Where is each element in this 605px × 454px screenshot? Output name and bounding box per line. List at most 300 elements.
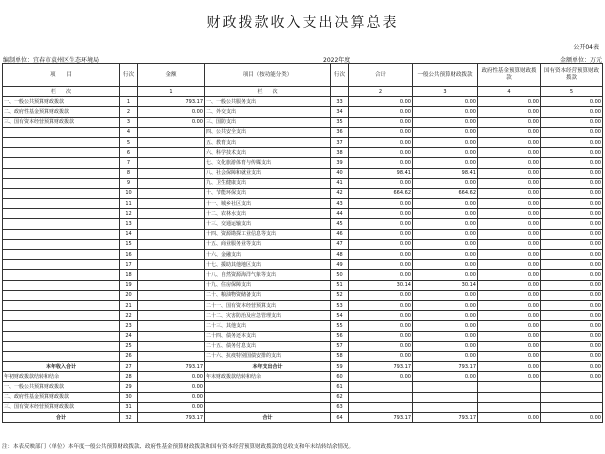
cell-line-2: 49 (331, 260, 349, 270)
col-index-label: 栏 次 (3, 87, 120, 97)
cell-total: 0.00 (349, 178, 413, 188)
table-row (3, 321, 603, 331)
cell-functional-item: 二、外交支出 (205, 107, 331, 117)
table-row (3, 413, 603, 423)
cell-state-capital: 0.00 (541, 107, 603, 117)
cell-line-2: 51 (331, 280, 349, 290)
table-note: 注：本表反映部门（单位）本年度一般公共预算财政拨款、政府性基金预算财政拨款和国有资本经营预算财政拨款的总收支和年末结转结余情况。 (2, 444, 355, 450)
cell-functional-item: 九、卫生健康支出 (205, 178, 331, 188)
cell-state-capital: 0.00 (541, 127, 603, 137)
cell-total: 0.00 (349, 229, 413, 239)
cell-line-2: 52 (331, 290, 349, 300)
cell-functional-item: 十七、援助其他地区支出 (205, 260, 331, 270)
cell-line-2: 59 (331, 362, 349, 372)
cell-general-budget (413, 402, 478, 412)
cell-gov-fund: 0.00 (478, 168, 541, 178)
cell-amount (138, 239, 205, 249)
cell-line-2: 38 (331, 148, 349, 158)
cell-item (3, 270, 120, 280)
cell-item (3, 250, 120, 260)
cell-line-2: 63 (331, 402, 349, 412)
cell-amount: 0.00 (138, 117, 205, 127)
col-header-line-2: 行次 (331, 64, 349, 87)
cell-state-capital: 0.00 (541, 209, 603, 219)
cell-amount (138, 290, 205, 300)
col-header-gov-fund: 政府性基金预算财政拨款 (478, 64, 541, 87)
col-index-2: 2 (349, 87, 413, 97)
cell-gov-fund: 0.00 (478, 178, 541, 188)
cell-line-2: 60 (331, 372, 349, 382)
cell-general-budget: 0.00 (413, 127, 478, 137)
cell-amount (138, 188, 205, 198)
cell-state-capital: 0.00 (541, 311, 603, 321)
cell-gov-fund: 0.00 (478, 311, 541, 321)
cell-item: 本年收入合计 (3, 362, 120, 372)
cell-item (3, 229, 120, 239)
cell-line: 29 (120, 382, 138, 392)
cell-amount (138, 148, 205, 158)
cell-state-capital: 0.00 (541, 290, 603, 300)
cell-amount (138, 321, 205, 331)
table-row (3, 137, 603, 147)
cell-total: 0.00 (349, 117, 413, 127)
cell-item (3, 158, 120, 168)
col-index-blank-2 (331, 87, 349, 97)
cell-state-capital (541, 402, 603, 412)
cell-general-budget: 0.00 (413, 209, 478, 219)
cell-general-budget: 0.00 (413, 148, 478, 158)
cell-gov-fund: 0.00 (478, 229, 541, 239)
column-index-row (3, 87, 603, 97)
cell-item: 三、国有资本经营预算财政拨款 (3, 117, 120, 127)
cell-functional-item: 十、节能环保支出 (205, 188, 331, 198)
final-accounts-table (2, 63, 603, 423)
cell-item (3, 341, 120, 351)
header-row (3, 64, 603, 87)
cell-general-budget: 0.00 (413, 117, 478, 127)
cell-gov-fund: 0.00 (478, 209, 541, 219)
col-header-item: 项 目 (3, 64, 120, 87)
cell-amount: 0.00 (138, 382, 205, 392)
cell-amount (138, 270, 205, 280)
cell-total (349, 392, 413, 402)
cell-gov-fund: 0.00 (478, 331, 541, 341)
cell-total: 0.00 (349, 209, 413, 219)
cell-line: 17 (120, 260, 138, 270)
cell-line-2: 61 (331, 382, 349, 392)
cell-general-budget: 0.00 (413, 219, 478, 229)
cell-functional-item: 十五、商业服务业等支出 (205, 239, 331, 249)
cell-functional-item: 年末财政拨款结转和结余 (205, 372, 331, 382)
cell-line-2: 43 (331, 199, 349, 209)
cell-line-2: 50 (331, 270, 349, 280)
cell-general-budget: 0.00 (413, 270, 478, 280)
cell-functional-item: 五、教育支出 (205, 137, 331, 147)
table-row (3, 402, 603, 412)
cell-amount (138, 260, 205, 270)
table-row (3, 229, 603, 239)
cell-line-2: 39 (331, 158, 349, 168)
cell-general-budget: 793.17 (413, 362, 478, 372)
cell-general-budget: 0.00 (413, 199, 478, 209)
cell-line: 22 (120, 311, 138, 321)
cell-state-capital: 0.00 (541, 117, 603, 127)
cell-state-capital: 0.00 (541, 199, 603, 209)
cell-functional-item (205, 392, 331, 402)
report-info-bar (3, 53, 602, 63)
cell-amount: 793.17 (138, 97, 205, 107)
cell-line: 15 (120, 239, 138, 249)
cell-line-2: 44 (331, 209, 349, 219)
cell-general-budget: 0.00 (413, 158, 478, 168)
cell-item (3, 219, 120, 229)
cell-state-capital: 0.00 (541, 188, 603, 198)
cell-item (3, 199, 120, 209)
cell-line: 5 (120, 137, 138, 147)
cell-total: 793.17 (349, 362, 413, 372)
fiscal-year: 2022年度 (323, 57, 351, 64)
col-index-1: 1 (138, 87, 205, 97)
table-row (3, 372, 603, 382)
cell-functional-item: 七、文化旅游体育与传媒支出 (205, 158, 331, 168)
cell-general-budget (413, 382, 478, 392)
cell-functional-item: 二十、粮油物资储备支出 (205, 290, 331, 300)
cell-line: 30 (120, 392, 138, 402)
cell-line-2: 56 (331, 331, 349, 341)
cell-amount (138, 209, 205, 219)
cell-item (3, 351, 120, 361)
cell-total: 98.41 (349, 168, 413, 178)
table-row (3, 280, 603, 290)
cell-amount (138, 158, 205, 168)
cell-line-2: 45 (331, 219, 349, 229)
money-unit: 金额单位：万元 (559, 57, 602, 64)
cell-functional-item (205, 402, 331, 412)
table-row (3, 239, 603, 249)
cell-line-2: 53 (331, 300, 349, 310)
cell-state-capital (541, 382, 603, 392)
cell-state-capital: 0.00 (541, 270, 603, 280)
cell-state-capital: 0.00 (541, 148, 603, 158)
cell-item: 年初财政拨款结转和结余 (3, 372, 120, 382)
cell-total: 0.00 (349, 351, 413, 361)
cell-total: 0.00 (349, 300, 413, 310)
table-row (3, 392, 603, 402)
cell-general-budget (413, 392, 478, 402)
cell-functional-item: 十九、住房保障支出 (205, 280, 331, 290)
cell-line: 25 (120, 341, 138, 351)
cell-functional-item: 二十五、债务付息支出 (205, 341, 331, 351)
cell-amount (138, 250, 205, 260)
cell-functional-item: 六、科学技术支出 (205, 148, 331, 158)
cell-total: 0.00 (349, 331, 413, 341)
cell-general-budget: 0.00 (413, 97, 478, 107)
cell-gov-fund: 0.00 (478, 239, 541, 249)
cell-amount (138, 229, 205, 239)
cell-state-capital: 0.00 (541, 351, 603, 361)
cell-line: 12 (120, 209, 138, 219)
cell-item: 三、国有资本经营预算财政拨款 (3, 402, 120, 412)
cell-gov-fund: 0.00 (478, 300, 541, 310)
table-row (3, 260, 603, 270)
cell-item (3, 148, 120, 158)
cell-functional-item: 十四、资源勘探工业信息等支出 (205, 229, 331, 239)
cell-line-2: 37 (331, 137, 349, 147)
cell-functional-item: 三、国防支出 (205, 117, 331, 127)
cell-gov-fund: 0.00 (478, 107, 541, 117)
cell-line-2: 35 (331, 117, 349, 127)
cell-line: 20 (120, 290, 138, 300)
cell-state-capital (541, 392, 603, 402)
cell-total: 0.00 (349, 239, 413, 249)
cell-functional-item: 二十六、抗疫特别国债安排的支出 (205, 351, 331, 361)
cell-amount: 0.00 (138, 107, 205, 117)
cell-state-capital: 0.00 (541, 300, 603, 310)
table-row (3, 219, 603, 229)
cell-amount: 0.00 (138, 402, 205, 412)
cell-functional-item: 十八、自然资源海洋气象等支出 (205, 270, 331, 280)
cell-gov-fund: 0.00 (478, 219, 541, 229)
cell-amount (138, 341, 205, 351)
cell-line: 24 (120, 331, 138, 341)
cell-state-capital: 0.00 (541, 229, 603, 239)
cell-amount (138, 351, 205, 361)
cell-gov-fund (478, 402, 541, 412)
cell-state-capital: 0.00 (541, 137, 603, 147)
cell-gov-fund: 0.00 (478, 148, 541, 158)
report-title: 财政拨款收入支出决算总表 (206, 15, 399, 31)
cell-line: 3 (120, 117, 138, 127)
cell-amount (138, 300, 205, 310)
cell-general-budget: 0.00 (413, 137, 478, 147)
cell-amount (138, 178, 205, 188)
cell-functional-item: 十一、城乡社区支出 (205, 199, 331, 209)
cell-line-2: 47 (331, 239, 349, 249)
col-header-general-budget: 一般公共预算财政拨款 (413, 64, 478, 87)
cell-line: 2 (120, 107, 138, 117)
cell-gov-fund: 0.00 (478, 127, 541, 137)
cell-item (3, 331, 120, 341)
cell-line-2: 41 (331, 178, 349, 188)
cell-item: 一、一般公共预算财政拨款 (3, 382, 120, 392)
cell-functional-item: 二十四、债务还本支出 (205, 331, 331, 341)
cell-state-capital: 0.00 (541, 331, 603, 341)
cell-line: 7 (120, 158, 138, 168)
table-row (3, 382, 603, 392)
table-row (3, 331, 603, 341)
cell-item (3, 280, 120, 290)
cell-item: 一、一般公共预算财政拨款 (3, 97, 120, 107)
cell-gov-fund: 0.00 (478, 321, 541, 331)
cell-general-budget: 0.00 (413, 300, 478, 310)
table-code: 公开04表 (573, 44, 599, 51)
cell-state-capital: 0.00 (541, 158, 603, 168)
cell-line-2: 64 (331, 413, 349, 423)
cell-total: 0.00 (349, 97, 413, 107)
cell-functional-item: 四、公共安全支出 (205, 127, 331, 137)
cell-item (3, 239, 120, 249)
cell-state-capital: 0.00 (541, 178, 603, 188)
cell-item (3, 290, 120, 300)
cell-functional-item: 八、社会保障和就业支出 (205, 168, 331, 178)
col-header-functional-item: 项目（按功能分类） (205, 64, 331, 87)
cell-general-budget: 0.00 (413, 351, 478, 361)
cell-line: 8 (120, 168, 138, 178)
col-header-line: 行次 (120, 64, 138, 87)
cell-total: 0.00 (349, 260, 413, 270)
cell-line-2: 42 (331, 188, 349, 198)
compiling-unit: 编制单位：宜春市袁州区生态环境局 (3, 57, 100, 64)
table-row (3, 188, 603, 198)
cell-state-capital: 0.00 (541, 341, 603, 351)
cell-line: 14 (120, 229, 138, 239)
cell-general-budget: 0.00 (413, 260, 478, 270)
cell-gov-fund: 0.00 (478, 341, 541, 351)
cell-functional-item: 十六、金融支出 (205, 250, 331, 260)
cell-state-capital: 0.00 (541, 372, 603, 382)
table-row (3, 178, 603, 188)
cell-amount (138, 199, 205, 209)
cell-amount (138, 311, 205, 321)
cell-line-2: 36 (331, 127, 349, 137)
table-row (3, 362, 603, 372)
col-index-5: 5 (541, 87, 603, 97)
table-row (3, 300, 603, 310)
cell-item (3, 321, 120, 331)
cell-gov-fund (478, 382, 541, 392)
cell-line-2: 40 (331, 168, 349, 178)
cell-state-capital: 0.00 (541, 260, 603, 270)
cell-gov-fund: 0.00 (478, 413, 541, 423)
cell-item: 二、政府性基金预算财政拨款 (3, 107, 120, 117)
cell-general-budget: 0.00 (413, 311, 478, 321)
cell-functional-item: 一、一般公共服务支出 (205, 97, 331, 107)
cell-line: 26 (120, 351, 138, 361)
cell-amount (138, 168, 205, 178)
table-row (3, 127, 603, 137)
cell-gov-fund: 0.00 (478, 351, 541, 361)
cell-amount: 0.00 (138, 392, 205, 402)
table-row (3, 250, 603, 260)
cell-gov-fund: 0.00 (478, 250, 541, 260)
table-row (3, 341, 603, 351)
cell-line: 13 (120, 219, 138, 229)
table-row (3, 168, 603, 178)
cell-total: 0.00 (349, 270, 413, 280)
cell-general-budget: 664.62 (413, 188, 478, 198)
cell-line: 32 (120, 413, 138, 423)
cell-line-2: 62 (331, 392, 349, 402)
table-row (3, 270, 603, 280)
cell-total: 0.00 (349, 311, 413, 321)
cell-gov-fund: 0.00 (478, 188, 541, 198)
cell-total: 0.00 (349, 158, 413, 168)
cell-gov-fund: 0.00 (478, 158, 541, 168)
cell-line-2: 57 (331, 341, 349, 351)
cell-functional-item: 二十三、其他支出 (205, 321, 331, 331)
cell-general-budget: 0.00 (413, 239, 478, 249)
cell-amount: 793.17 (138, 413, 205, 423)
cell-state-capital: 0.00 (541, 250, 603, 260)
cell-line: 16 (120, 250, 138, 260)
table-row (3, 158, 603, 168)
cell-gov-fund: 0.00 (478, 97, 541, 107)
cell-total: 0.00 (349, 107, 413, 117)
cell-state-capital: 0.00 (541, 321, 603, 331)
cell-item: 二、政府性基金预算财政拨款 (3, 392, 120, 402)
cell-general-budget: 30.14 (413, 280, 478, 290)
table-row (3, 117, 603, 127)
cell-general-budget: 0.00 (413, 107, 478, 117)
cell-total: 30.14 (349, 280, 413, 290)
cell-gov-fund: 0.00 (478, 137, 541, 147)
cell-item (3, 260, 120, 270)
cell-general-budget: 0.00 (413, 331, 478, 341)
cell-line-2: 34 (331, 107, 349, 117)
cell-total: 793.17 (349, 413, 413, 423)
cell-line: 4 (120, 127, 138, 137)
col-header-state-capital: 国有资本经营预算财政拨款 (541, 64, 603, 87)
cell-line: 9 (120, 178, 138, 188)
cell-amount: 0.00 (138, 372, 205, 382)
cell-line-2: 55 (331, 321, 349, 331)
table-row (3, 209, 603, 219)
cell-total: 0.00 (349, 127, 413, 137)
cell-general-budget: 0.00 (413, 341, 478, 351)
cell-functional-item: 十二、农林水支出 (205, 209, 331, 219)
cell-line: 27 (120, 362, 138, 372)
table-row (3, 199, 603, 209)
cell-state-capital: 0.00 (541, 413, 603, 423)
cell-line-2: 58 (331, 351, 349, 361)
cell-functional-item: 二十一、国有资本经营预算支出 (205, 300, 331, 310)
table-row (3, 97, 603, 107)
cell-line: 21 (120, 300, 138, 310)
cell-total: 0.00 (349, 372, 413, 382)
cell-item: 合计 (3, 413, 120, 423)
cell-total: 0.00 (349, 321, 413, 331)
cell-amount (138, 127, 205, 137)
cell-item (3, 209, 120, 219)
cell-general-budget: 0.00 (413, 229, 478, 239)
cell-gov-fund: 0.00 (478, 199, 541, 209)
cell-functional-item: 十三、交通运输支出 (205, 219, 331, 229)
cell-general-budget: 98.41 (413, 168, 478, 178)
cell-functional-item (205, 382, 331, 392)
cell-line: 18 (120, 270, 138, 280)
table-row (3, 290, 603, 300)
cell-general-budget: 793.17 (413, 413, 478, 423)
cell-line-2: 54 (331, 311, 349, 321)
cell-state-capital: 0.00 (541, 362, 603, 372)
cell-line-2: 48 (331, 250, 349, 260)
cell-general-budget: 0.00 (413, 250, 478, 260)
cell-item (3, 137, 120, 147)
cell-line: 11 (120, 199, 138, 209)
cell-state-capital: 0.00 (541, 168, 603, 178)
cell-total: 0.00 (349, 137, 413, 147)
cell-total (349, 402, 413, 412)
cell-state-capital: 0.00 (541, 239, 603, 249)
cell-gov-fund: 0.00 (478, 260, 541, 270)
col-header-total: 合计 (349, 64, 413, 87)
cell-gov-fund: 0.00 (478, 372, 541, 382)
cell-amount (138, 219, 205, 229)
cell-state-capital: 0.00 (541, 219, 603, 229)
col-header-amount: 金额 (138, 64, 205, 87)
cell-gov-fund: 0.00 (478, 362, 541, 372)
table-row (3, 107, 603, 117)
